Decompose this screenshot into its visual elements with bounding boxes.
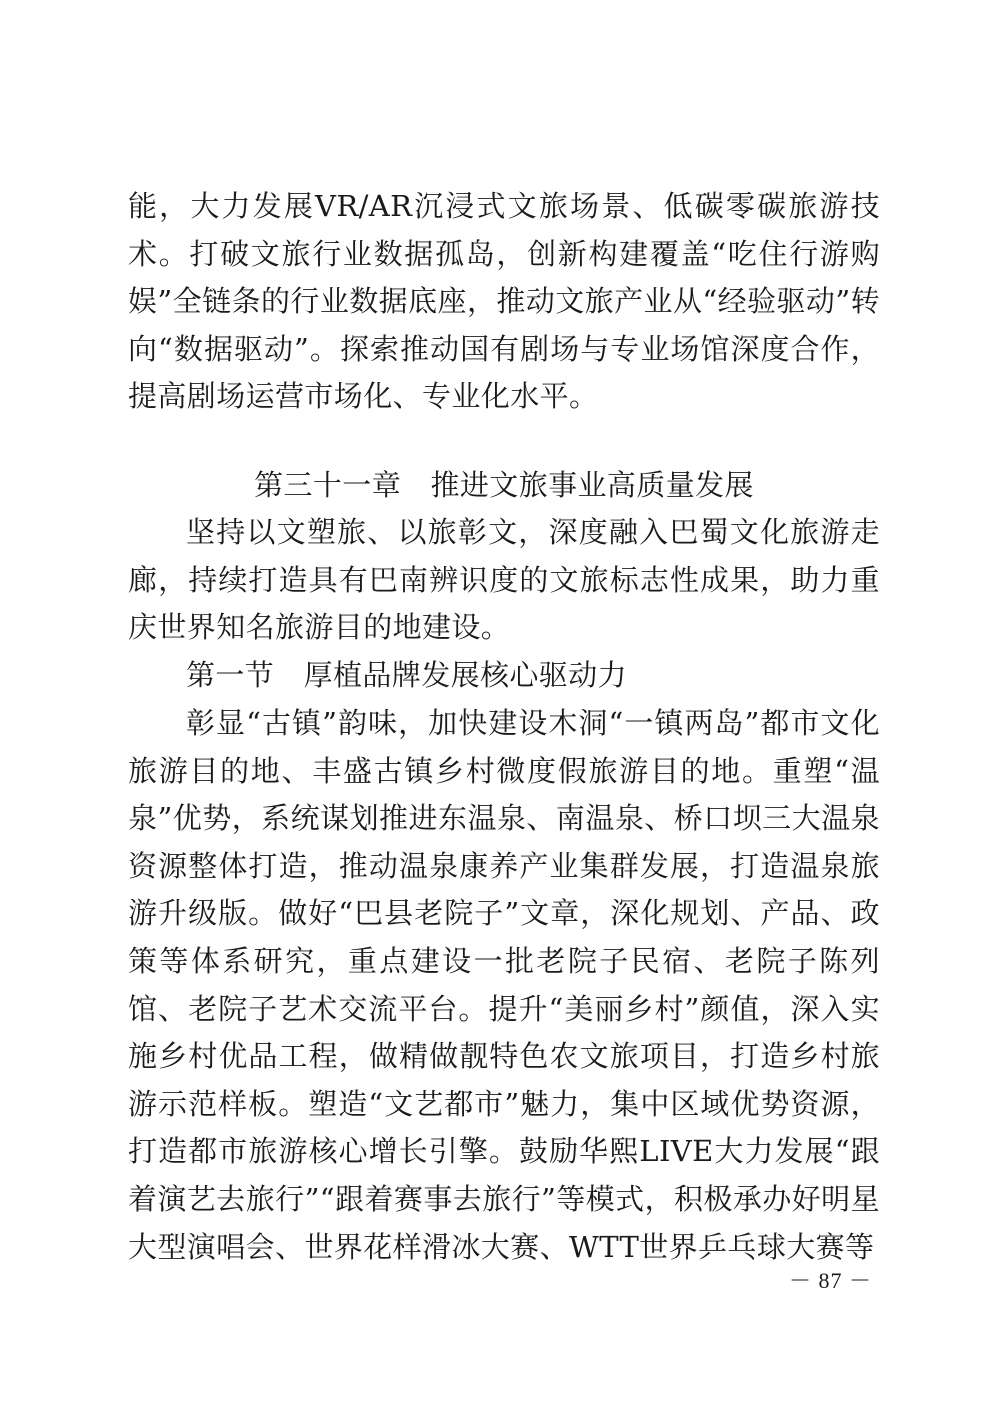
chapter-heading: 第三十一章 推进文旅事业高质量发展 [254,468,754,502]
page-number: － 87 － [788,1268,872,1293]
paragraph-section-body: 彰显“古镇”韵味，加快建设木洞“一镇两岛”都市文化旅游目的地、丰盛古镇乡村微度假旅游目的地。重塑“温泉”优势，系统谋划推进东温泉、南温泉、桥口坝三大温泉资源整体打造，推动温泉康养产业集群发展，打造温泉旅游升级版。做好“巴县老院子”文章，深化规划、产品、政策等体系研究，重点建设一批老院子民宿、老院子陈列馆、老院子艺术交流平台。提升“美丽乡村”颜值，深入实施乡村优品工程，做精做靓特色农文旅项目，打造乡村旅游示范样板。塑造“文艺都市”魅力，集中区域优势资源，打造都市旅游核心增长引擎。鼓励华熙LIVE大力发展“跟着演艺去旅行”“跟着赛事去旅行”等模式，积极承办好明星大型演唱会、世界花样滑冰大赛、WTT世界乒乓球大赛等 [128,706,880,1264]
paragraph-continuation: 能，大力发展VR/AR沉浸式文旅场景、低碳零碳旅游技术。打破文旅行业数据孤岛，创新构建覆盖“吃住行游购娱”全链条的行业数据底座，推动文旅产业从“经验驱动”转向“数据驱动”。探索推动国有剧场与专业场馆深度合作，提高剧场运营市场化、专业化水平。 [128,189,880,414]
section-heading: 第一节 厚植品牌发展核心驱动力 [186,658,628,692]
paragraph-chapter-intro: 坚持以文塑旅、以旅彰文，深度融入巴蜀文化旅游走廊，持续打造具有巴南辨识度的文旅标志性成果，助力重庆世界知名旅游目的地建设。 [128,515,880,645]
